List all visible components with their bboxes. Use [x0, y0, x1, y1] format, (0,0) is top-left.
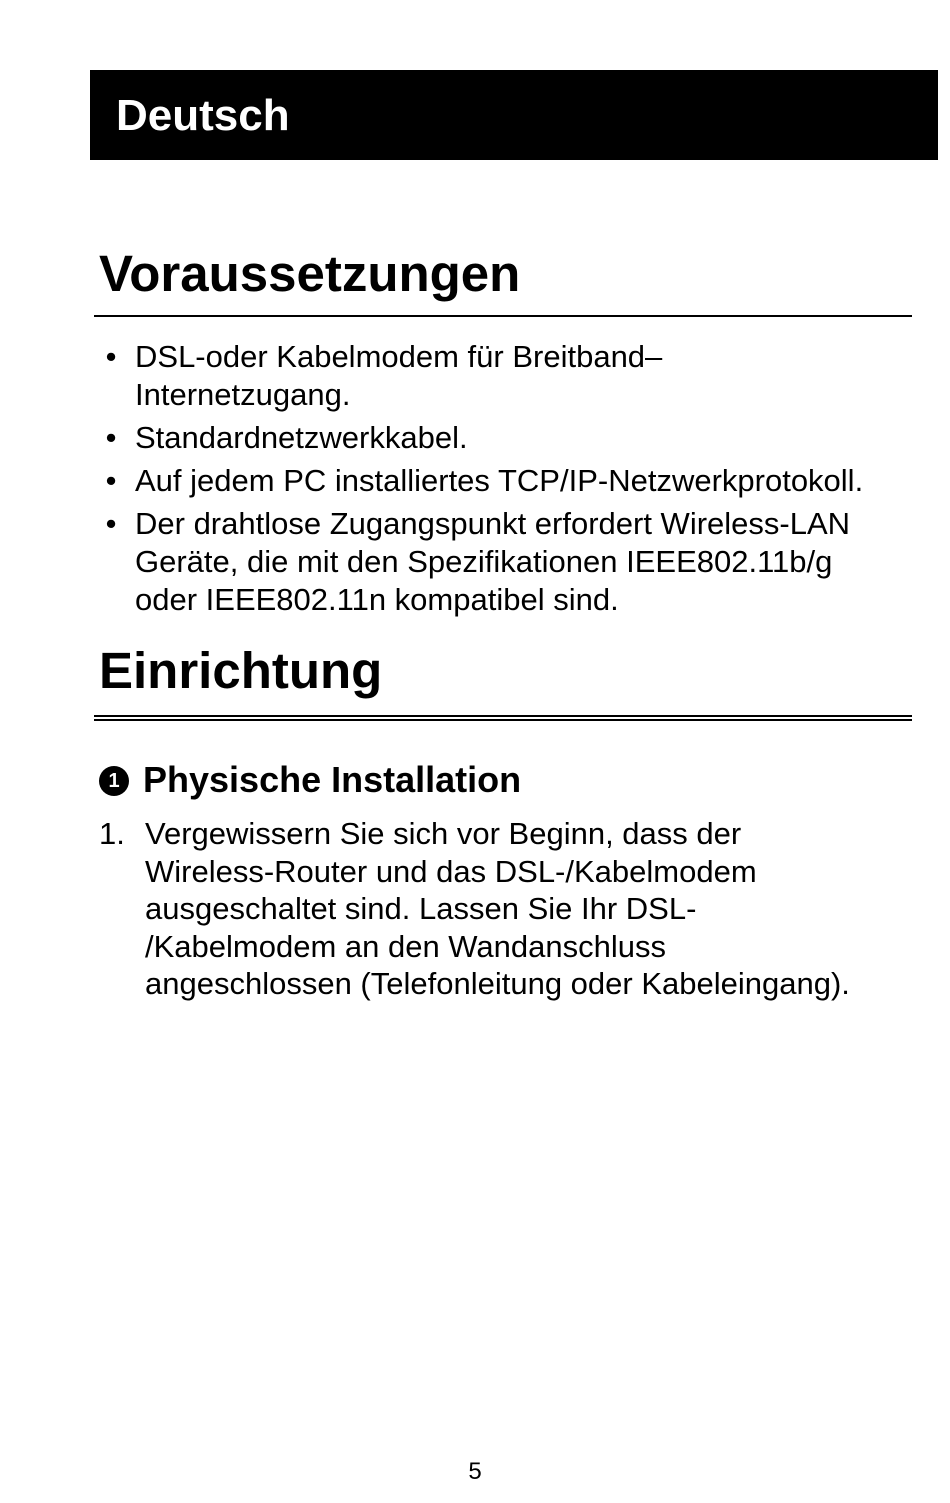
requirements-divider — [94, 315, 912, 317]
bullet-icon: • — [105, 506, 117, 541]
steps-list — [99, 815, 919, 1003]
step-text: Vergewissern Sie sich vor Beginn, dass der Wireless-Router und das DSL-/Kabelmodem ausgeschaltet sind. Lassen Sie Ihr DSL- /Kabelmodem an den Wandanschluss angeschlossen (Telefonleitung oder Kabeleingang). — [145, 816, 850, 1001]
list-item — [99, 419, 919, 457]
requirements-list — [99, 338, 919, 624]
numbered-circle-icon: 1 — [99, 766, 129, 796]
subsection-heading — [99, 758, 521, 802]
list-item-text: Standardnetzwerkkabel. — [135, 420, 468, 455]
requirements-title: Voraussetzungen — [99, 245, 521, 302]
step-item — [99, 815, 919, 1003]
list-item-text: Der drahtlose Zugangspunkt erfordert Wireless-LAN Geräte, die mit den Spezifikationen IEEE802.11b/g oder IEEE802.11n kompatibel sind. — [135, 506, 851, 617]
bullet-icon: • — [105, 339, 117, 374]
setup-divider-top — [94, 715, 912, 717]
setup-title: Einrichtung — [99, 642, 383, 699]
step-number: 1. — [99, 816, 125, 851]
language-banner — [90, 70, 938, 160]
page-number: 5 — [468, 1458, 482, 1485]
language-label: Deutsch — [116, 91, 290, 140]
subsection-title: Physische Installation — [143, 759, 522, 800]
list-item-text: DSL-oder Kabelmodem für Breitband– Internetzugang. — [135, 339, 663, 412]
list-item — [99, 505, 919, 619]
list-item — [99, 338, 919, 414]
list-item-text: Auf jedem PC installiertes TCP/IP-Netzwerkprotokoll. — [135, 463, 864, 498]
setup-divider-bottom — [94, 719, 912, 721]
list-item — [99, 462, 919, 500]
bullet-icon: • — [105, 420, 117, 455]
bullet-icon: • — [105, 463, 117, 498]
